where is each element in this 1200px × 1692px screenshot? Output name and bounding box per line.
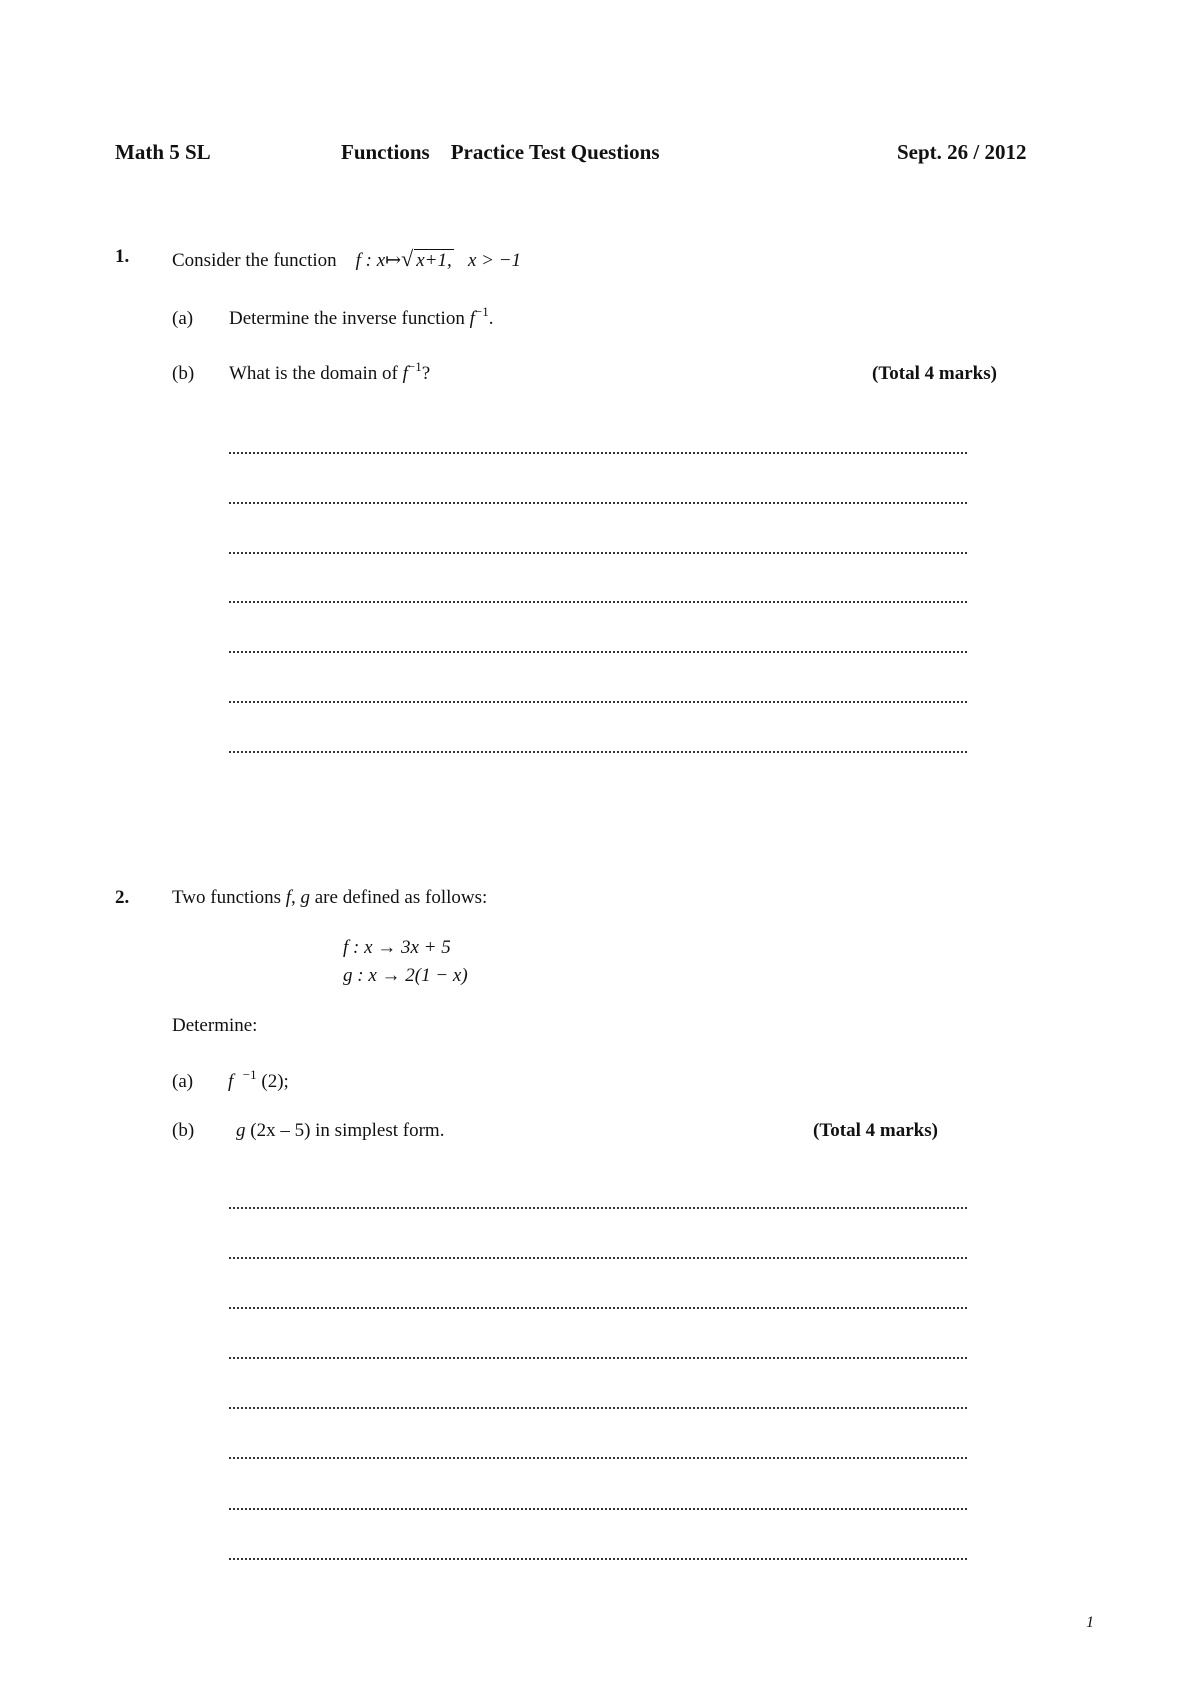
q2a-label: (a) <box>172 1071 194 1092</box>
answer-line[interactable] <box>229 1457 967 1459</box>
q1a-fn: f <box>469 308 475 329</box>
q1-marks: (Total 4 marks) <box>872 363 997 384</box>
q1-statement <box>172 246 521 272</box>
q2-comma: , <box>291 887 301 908</box>
q2a-text <box>228 1067 289 1093</box>
q1a-after: . <box>488 308 494 329</box>
answer-line[interactable] <box>229 1558 967 1560</box>
q2-intro-before: Two functions <box>172 887 286 908</box>
course-title: Math 5 SL <box>115 140 211 164</box>
answer-line[interactable] <box>229 1257 967 1259</box>
q1-arrow: ↦ <box>385 250 402 271</box>
topic-title <box>341 140 660 165</box>
answer-line[interactable] <box>229 502 967 504</box>
q2-determine: Determine: <box>172 1015 258 1036</box>
q2a-sup: −1 <box>242 1067 257 1082</box>
q1-radical: √ <box>401 246 414 271</box>
q2b-fn: g <box>236 1120 246 1141</box>
q1-fn-map: : x <box>365 250 386 271</box>
q2b-label: (b) <box>172 1120 195 1141</box>
q1b-text <box>229 359 431 385</box>
q2-marks: (Total 4 marks) <box>813 1120 938 1141</box>
answer-line[interactable] <box>229 601 967 603</box>
date-label: Sept. 26 / 2012 <box>897 140 1027 164</box>
q2-def-f: f : x → 3x + 5 <box>343 937 451 958</box>
q1b-before: What is the domain of <box>229 363 403 384</box>
q2-f: f <box>285 887 291 908</box>
topic-label: Functions <box>341 140 430 164</box>
answer-line[interactable] <box>229 701 967 703</box>
answer-line[interactable] <box>229 1207 967 1209</box>
q1a-before: Determine the inverse function <box>229 308 470 329</box>
q1-fn-name: f <box>355 250 361 271</box>
answer-line[interactable] <box>229 452 967 454</box>
q1b-sup: −1 <box>407 359 422 374</box>
q1-condition: x > −1 <box>467 250 522 271</box>
answer-line[interactable] <box>229 1508 967 1510</box>
q2-statement <box>172 887 487 909</box>
q2a-rest: (2); <box>256 1071 289 1092</box>
q1b-label: (b) <box>172 363 195 384</box>
q2a-fn: f <box>228 1071 234 1092</box>
q1a-sup: −1 <box>474 304 489 319</box>
q1b-after: ? <box>421 363 431 384</box>
q2-def-g: g : x → 2(1 − x) <box>343 965 468 986</box>
q2b-rest: (2x – 5) in simplest form. <box>245 1120 445 1141</box>
q1a-text <box>229 304 494 330</box>
q1-number: 1. <box>115 246 130 267</box>
q2-g: g <box>300 887 310 908</box>
answer-line[interactable] <box>229 651 967 653</box>
answer-line[interactable] <box>229 1357 967 1359</box>
answer-line[interactable] <box>229 1407 967 1409</box>
answer-line[interactable] <box>229 552 967 554</box>
answer-line[interactable] <box>229 1307 967 1309</box>
q1-radicand: x+1, <box>416 250 452 271</box>
q1b-fn: f <box>402 363 408 384</box>
q1a-label: (a) <box>172 308 194 329</box>
q2-number: 2. <box>115 887 130 908</box>
q2b-text <box>236 1120 444 1142</box>
q1-intro: Consider the function <box>172 250 337 271</box>
subtitle-label: Practice Test Questions <box>450 140 660 164</box>
page-number: 1 <box>1086 1614 1094 1631</box>
answer-line[interactable] <box>229 751 967 753</box>
q2-intro-after: are defined as follows: <box>310 887 488 908</box>
